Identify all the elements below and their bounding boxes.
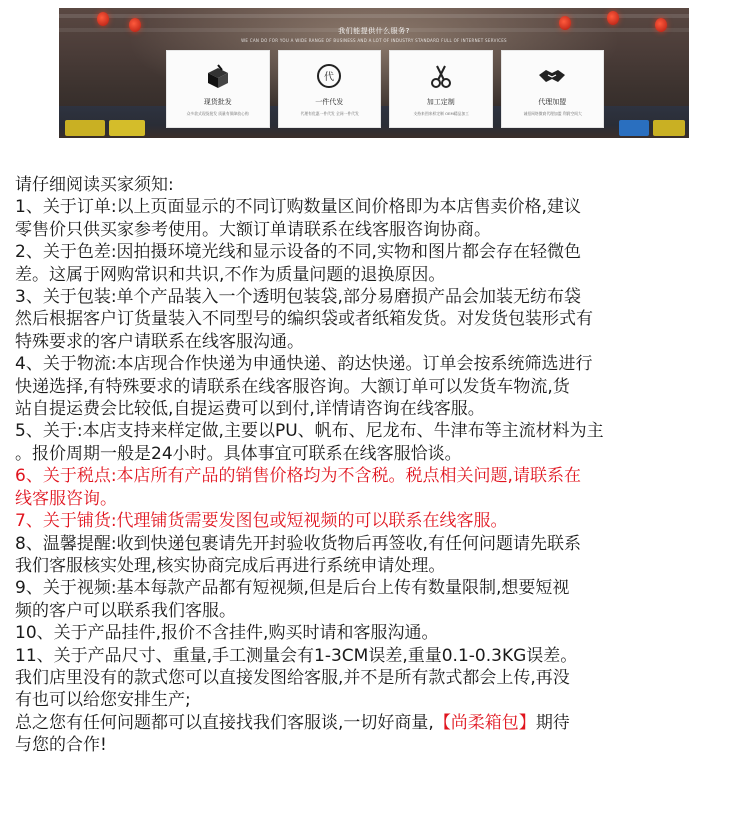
service-banner [59,8,689,138]
notice-line: 我们店里没有的款式您可以直接发图给客服,并不是所有款式都会上传,再没 [15,667,570,688]
notice-line: 差。这属于网购常识和共识,不作为质量问题的退换原因。 [15,264,446,285]
buyer-notice [15,174,735,757]
card-desc: 众多款式现货批发 质量有保障放心购 [186,111,249,116]
card-title: 现货批发 [203,98,232,106]
notice-line: 3、关于包装:单个产品装入一个透明包装袋,部分易磨损产品会加装无纺布袋 [15,287,581,308]
notice-line: 1、关于订单:以上页面显示的不同订购数量区间价格即为本店售卖价格,建议 [15,197,581,218]
banner-headline: 我们能提供什么服务? [338,27,410,35]
notice-closing-end: 与您的合作! [15,735,107,756]
scissors-icon [424,59,458,93]
handshake-icon [535,59,569,93]
service-card-wholesale [166,50,270,128]
notice-line: 4、关于物流:本店现合作快递为申通快递、韵达快递。订单会按系统筛选进行 [15,354,593,375]
notice-line-highlight: 7、关于铺货:代理铺货需要发图包或短视频的可以联系在线客服。 [15,511,508,532]
notice-line: 快递选择,有特殊要求的请联系在线客服咨询。大额订单可以发货车物流,货 [15,376,570,397]
closing-text: 期待 [535,712,570,733]
notice-line: 站自提运费会比较低,自提运费可以到付,详情请咨询在线客服。 [15,399,485,420]
banner-subline: WE CAN DO FOR YOU A WIDE RANGE OF BUSINESS AND A LOT OF INDUSTRY STANDARD FULL OF INTERNET SERVICES [241,38,507,43]
card-title: 一件代发 [315,98,344,106]
notice-line-highlight: 线客服咨询。 [15,488,117,509]
shop-brand-name: 【尚柔箱包】 [433,712,536,733]
notice-line: 10、关于产品挂件,报价不含挂件,购买时请和客服沟通。 [15,623,439,644]
card-desc: 代理有优惠一件代发 全网一件代发 [300,111,359,116]
service-card-custom [389,50,493,128]
notice-line-highlight: 6、关于税点:本店所有产品的销售价格均为不含税。税点相关问题,请联系在 [15,466,581,487]
notice-line: 5、关于:本店支持来样定做,主要以PU、帆布、尼龙布、牛津布等主流材料为主 [15,421,604,442]
notice-closing [15,712,735,734]
notice-line: 11、关于产品尺寸、重量,手工测量会有1-3CM误差,重量0.1-0.3KG误差。 [15,645,578,666]
notice-line: 特殊要求的客户请联系在线客服沟通。 [15,331,304,352]
drop-ship-icon [312,59,346,93]
card-desc: 支持来图来样定制 OEM精品加工 [413,111,469,116]
card-title: 加工定制 [426,98,455,106]
notice-line: 2、关于色差:因拍摄环境光线和显示设备的不同,实物和图片都会存在轻微色 [15,242,581,263]
notice-line: 9、关于视频:基本每款产品都有短视频,但是后台上传有数量限制,想要短视 [15,578,570,599]
lantern-icon [607,11,619,25]
notice-line: 8、温馨提醒:收到快递包裹请先开封验收货物后再签收,有任何问题请先联系 [15,533,581,554]
service-cards [166,50,604,128]
notice-line: 频的客户可以联系我们客服。 [15,600,236,621]
closing-text: 总之您有任何问题都可以直接找我们客服谈,一切好商量, [15,712,434,733]
card-title: 代理加盟 [538,98,567,106]
notice-line: 有也可以给您安排生产; [15,690,191,711]
service-card-franchise [501,50,605,128]
lantern-icon [97,12,109,26]
notice-line: 零售价只供买家参考使用。大额订单请联系在线客服咨询协商。 [15,219,491,240]
svg-text:代: 代 [324,72,335,83]
box-icon [201,59,235,93]
notice-title: 请仔细阅读买家须知: [15,175,174,195]
notice-line: 我们客服核实处理,核实协商完成后再进行系统申请处理。 [15,555,446,576]
card-desc: 诚招网络微商代理加盟 利润空间大 [523,111,582,116]
service-card-dropship [278,50,382,128]
notice-line: 。报价周期一般是24小时。具体事宜可联系在线客服恰谈。 [15,443,462,464]
notice-line: 然后根据客户订货量装入不同型号的编织袋或者纸箱发货。对发货包装形式有 [15,309,593,330]
